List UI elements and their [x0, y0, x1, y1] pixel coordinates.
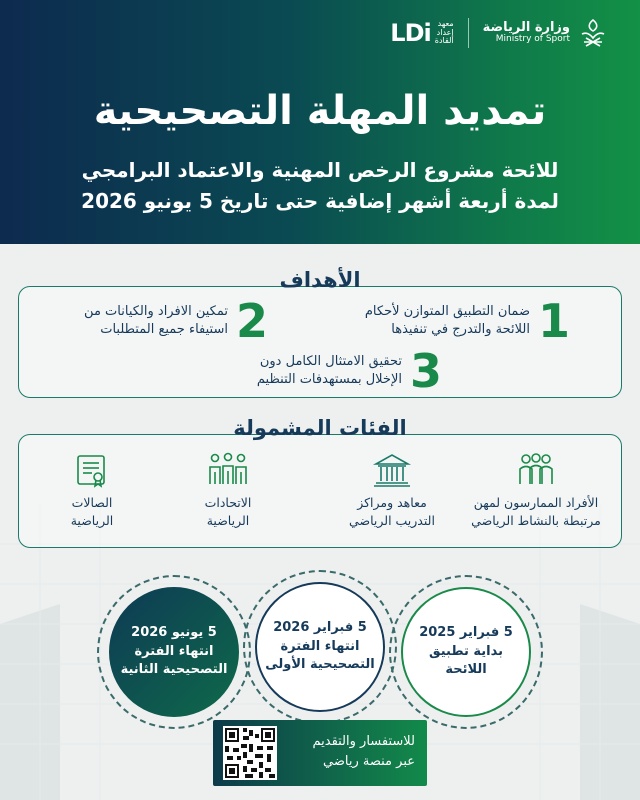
building-icon [372, 452, 412, 488]
page-subtitle [0, 155, 640, 217]
goal-text-line: تحقيق الامتثال الكامل دون [259, 354, 402, 370]
timeline-label: التصحيحية الثانية [120, 662, 228, 677]
contact-line-2: عبر منصة رياضي [323, 753, 415, 769]
goal-number: 3 [409, 344, 442, 398]
goal-item-1 [364, 294, 570, 348]
contact-box [213, 720, 427, 786]
ldi-text-1: معهد [437, 18, 454, 28]
people-icon [516, 452, 556, 488]
category-federations [158, 452, 298, 529]
timeline-date: 5 فبراير 2026 [273, 620, 367, 636]
contact-line-1: للاستفسار والتقديم [312, 734, 415, 749]
subtitle-line-2: لمدة أربعة أشهر إضافية حتى تاريخ 5 يونيو 2026 [81, 189, 559, 213]
category-label: الرياضية [70, 512, 114, 528]
logos [390, 16, 610, 50]
timeline-step-3 [109, 587, 239, 717]
categories-title: الفئات المشمولة [233, 416, 407, 440]
timeline-label: انتهاء الفترة [280, 639, 360, 655]
goals-title: الأهداف [279, 268, 361, 292]
timeline-label: التصحيحية الأولى [265, 657, 375, 672]
goal-text-line: ضمان التطبيق المتوازن لأحكام [364, 304, 530, 320]
logo-divider [468, 18, 469, 48]
timeline-date: 5 فبراير 2025 [419, 625, 513, 641]
timeline-label: انتهاء الفترة [134, 644, 214, 660]
qr-code-icon[interactable] [223, 726, 277, 780]
category-label: التدريب الرياضي [349, 512, 435, 528]
subtitle-line-1: للائحة مشروع الرخص المهنية والاعتماد البرامجي [81, 158, 559, 182]
category-label: مرتبطة بالنشاط الرياضي [471, 512, 601, 528]
category-label: معاهد ومراكز [357, 495, 427, 510]
goal-text-line: اللائحة والتدرج في تنفيذها [391, 322, 530, 337]
timeline-label: اللائحة [445, 662, 487, 677]
category-label: الاتحادات [204, 495, 252, 510]
timeline-step-1 [401, 587, 531, 717]
ministry-logo [483, 16, 610, 50]
category-institutes [322, 452, 462, 529]
ldi-text-2: إعداد [436, 27, 454, 37]
timeline-step-2 [255, 582, 385, 712]
page-title: تمديد المهلة التصحيحية [93, 88, 547, 134]
goal-number: 2 [235, 294, 268, 348]
certificate-icon [72, 452, 112, 488]
goal-number: 1 [537, 294, 570, 348]
ldi-mark: LDi [390, 19, 431, 47]
goal-item-2 [84, 294, 268, 348]
ministry-name-ar: وزارة الرياضة [482, 19, 570, 35]
ldi-text-3: القادة [434, 36, 454, 46]
category-label: الأفراد الممارسون لمهن [473, 495, 599, 510]
category-label: الرياضية [206, 512, 250, 528]
ldi-logo [390, 19, 453, 47]
timeline-label: بداية تطبيق [429, 644, 504, 660]
goal-text-line: الإخلال بمستهدفات التنظيم [256, 372, 402, 387]
category-individuals [466, 452, 606, 529]
category-label: الصالات [71, 495, 113, 510]
group-icon [206, 452, 250, 488]
goal-text-line: استيفاء جميع المتطلبات [100, 322, 228, 337]
header-banner [0, 0, 640, 244]
timeline-date: 5 يونيو 2026 [131, 625, 217, 641]
goal-item-3 [256, 344, 442, 398]
goal-text-line: تمكين الافراد والكيانات من [84, 304, 228, 320]
ministry-name-en: Ministry of Sport [495, 34, 570, 45]
ministry-emblem-icon [576, 16, 610, 50]
category-gyms [22, 452, 162, 529]
